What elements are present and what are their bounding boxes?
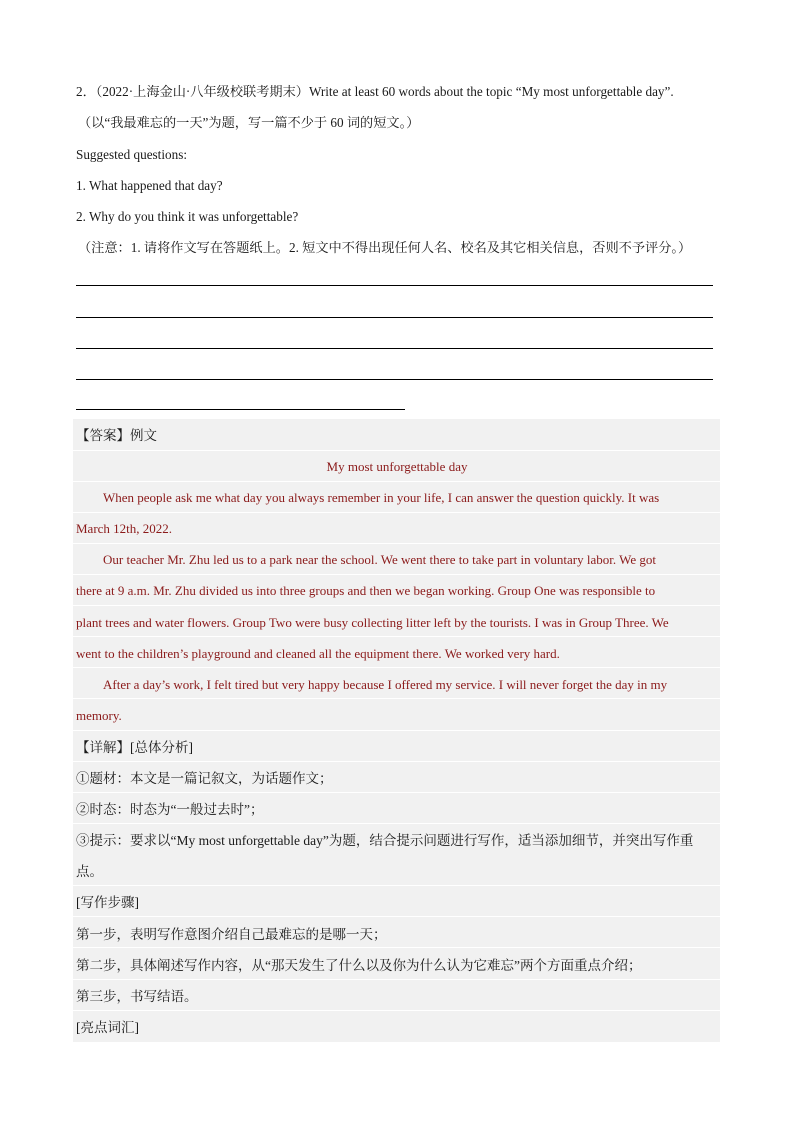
essay-paragraph-2-line-4: went to the children’s playground and cleaned all the equipment there. We worked very hard. (76, 646, 560, 661)
essay-paragraph-3-line-2: memory. (76, 708, 122, 723)
answer-blank-line (76, 379, 713, 380)
row-divider (73, 947, 720, 948)
row-divider (73, 916, 720, 917)
essay-paragraph-3-line-1: After a day’s work, I felt tired but very happy because I offered my service. I will never forget the day in my (103, 677, 668, 692)
question-prompt: 2．（2022·上海金山·八年级校联考期末）Write at least 60 words about the topic “My most unforgettable day”. (76, 84, 674, 99)
essay-paragraph-2-line-2: there at 9 a.m. Mr. Zhu divided us into three groups and then we began working. Group One was responsible to (76, 583, 656, 598)
essay-paragraph-1-line-2: March 12th, 2022. (76, 521, 173, 536)
row-divider (73, 450, 720, 451)
row-divider (73, 885, 720, 886)
essay-paragraph-1-line-1: When people ask me what day you always remember in your life, I can answer the question quickly. It was (103, 490, 660, 505)
analysis-item-1: ①题材：本文是一篇记叙文，为话题作文； (76, 771, 333, 786)
row-divider (73, 730, 720, 731)
analysis-item-3-line-2: 点。 (76, 864, 103, 879)
writing-steps-label: [写作步骤] (76, 895, 139, 910)
answer-blank-line (76, 317, 713, 318)
row-divider (73, 574, 720, 575)
row-divider (73, 543, 720, 544)
row-divider (73, 481, 720, 482)
row-divider (73, 823, 720, 824)
answer-label: 【答案】例文 (76, 428, 157, 443)
row-divider (73, 792, 720, 793)
answer-blank-line (76, 285, 713, 286)
writing-step-2: 第二步，具体阐述写作内容，从“那天发生了什么以及你为什么认为它难忘”两个方面重点介绍； (76, 958, 642, 973)
row-divider (73, 761, 720, 762)
essay-title: My most unforgettable day (326, 459, 468, 474)
analysis-item-2: ②时态：时态为“一般过去时”； (76, 802, 264, 817)
question-chinese-instruction: （以“我最难忘的一天”为题，写一篇不少于 60 词的短文。） (78, 115, 420, 130)
row-divider (73, 605, 720, 606)
row-divider (73, 698, 720, 699)
analysis-item-3-line-1: ③提示：要求以“My most unforgettable day”为题，结合提示问题进行写作，适当添加细节，并突出写作重 (76, 833, 694, 848)
writing-step-1: 第一步，表明写作意图介绍自己最难忘的是哪一天； (76, 927, 387, 942)
row-divider (73, 667, 720, 668)
row-divider (73, 979, 720, 980)
answer-blank-line (76, 409, 405, 410)
suggested-question-2: 2. Why do you think it was unforgettable? (76, 209, 299, 224)
suggested-questions-label: Suggested questions: (76, 147, 187, 162)
row-divider (73, 636, 720, 637)
analysis-label: 【详解】[总体分析] (76, 740, 193, 755)
question-note: （注意：1. 请将作文写在答题纸上。2. 短文中不得出现任何人名、校名及其它相关信息，否则不予评分。） (78, 240, 692, 255)
row-divider (73, 1010, 720, 1011)
vocabulary-label: [亮点词汇] (76, 1020, 139, 1035)
essay-paragraph-2-line-3: plant trees and water flowers. Group Two were busy collecting litter left by the tourists. I was in Group Three. We (76, 615, 669, 630)
suggested-question-1: 1. What happened that day? (76, 178, 223, 193)
answer-blank-line (76, 348, 713, 349)
essay-paragraph-2-line-1: Our teacher Mr. Zhu led us to a park near the school. We went there to take part in voluntary labor. We got (103, 552, 657, 567)
writing-step-3: 第三步，书写结语。 (76, 989, 198, 1004)
row-divider (73, 512, 720, 513)
